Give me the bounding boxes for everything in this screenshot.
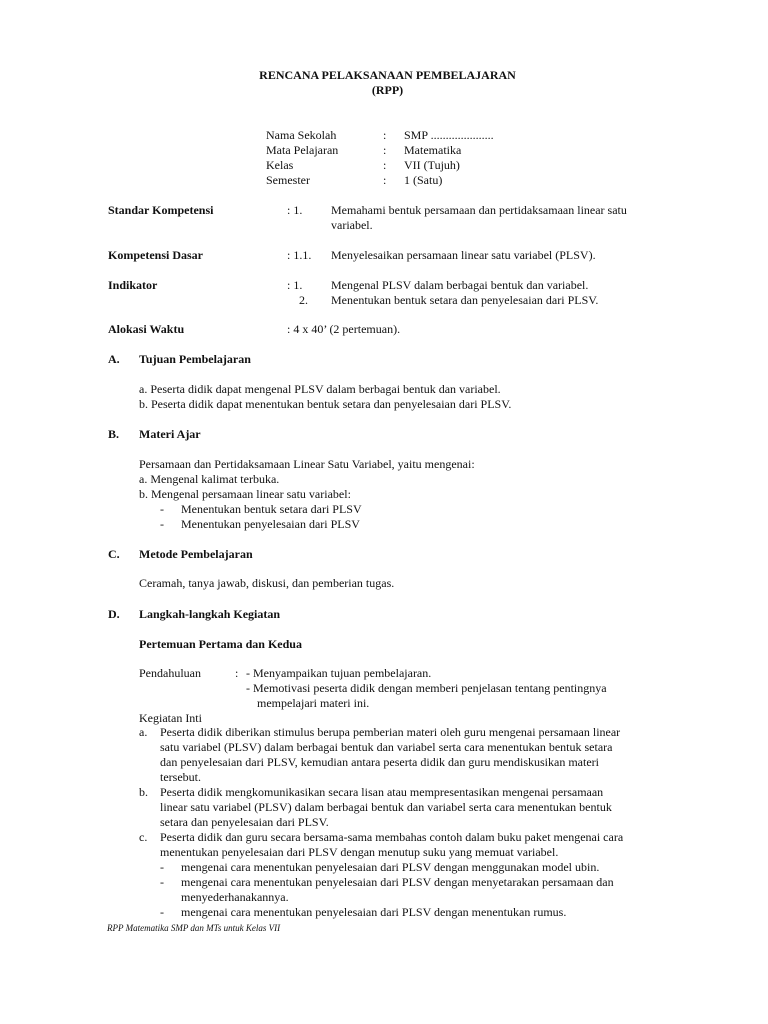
list-item: menyederhanakannya.: [181, 890, 289, 904]
pendahuluan-separator: :: [235, 666, 239, 680]
kompetensi-dasar-number: : 1.1.: [287, 248, 312, 262]
standar-kompetensi-number: : 1.: [287, 203, 303, 217]
pendahuluan-label: Pendahuluan: [139, 666, 201, 680]
materi-intro: Persamaan dan Pertidaksamaan Linear Satu Variabel, yaitu mengenai:: [139, 457, 475, 471]
indikator-number: 2.: [299, 293, 308, 307]
section-c-heading: Metode Pembelajaran: [139, 547, 253, 561]
paragraph-line: Peserta didik dan guru secara bersama-sama membahas contoh dalam buku paket mengenai cara: [160, 830, 624, 844]
paragraph-line: Peserta didik mengkomunikasikan secara lisan atau mempresentasikan mengenai persamaan: [160, 785, 604, 799]
identity-label: Semester: [266, 173, 310, 187]
paragraph-line: Peserta didik diberikan stimulus berupa pemberian materi oleh guru mengenai persamaan linear: [160, 725, 621, 739]
paragraph-line: dan penyelesaian dari PLSV, kemudian antara peserta didik dan guru mendiskusikan materi: [160, 755, 599, 769]
identity-separator: :: [383, 143, 387, 157]
document-subtitle: (RPP): [371, 83, 404, 97]
standar-kompetensi-text: variabel.: [331, 218, 373, 232]
paragraph-line: tersebut.: [160, 770, 201, 784]
identity-value: Matematika: [404, 143, 462, 157]
identity-value: VII (Tujuh): [404, 158, 460, 172]
paragraph-line: menentukan penyelesaian dari PLSV dengan menutup suku yang memuat variabel.: [160, 845, 559, 859]
indikator-label: Indikator: [108, 278, 158, 292]
standar-kompetensi-text: Memahami bentuk persamaan dan pertidaksamaan linear satu: [331, 203, 627, 217]
paragraph-line: satu variabel (PLSV) dalam berbagai bentuk dan variabel serta cara menentukan bentuk setara: [160, 740, 613, 754]
list-item: - Memotivasi peserta didik dengan memberi penjelasan tentang pentingnya: [246, 681, 607, 695]
page-footer: RPP Matematika SMP dan MTs untuk Kelas VII: [107, 923, 281, 933]
metode-text: Ceramah, tanya jawab, diskusi, dan pemberian tugas.: [139, 576, 395, 590]
document-title: RENCANA PELAKSANAAN PEMBELAJARAN: [259, 68, 516, 82]
kompetensi-dasar-label: Kompetensi Dasar: [108, 248, 203, 262]
list-item: Menentukan penyelesaian dari PLSV: [181, 517, 360, 531]
list-item: mengenai cara menentukan penyelesaian dari PLSV dengan menggunakan model ubin.: [181, 860, 600, 874]
section-d-heading: Langkah-langkah Kegiatan: [139, 607, 281, 621]
section-b-letter: B.: [108, 427, 120, 441]
paragraph-line: linear satu variabel (PLSV) dalam berbagai bentuk dan variabel serta cara menentukan bentuk: [160, 800, 612, 814]
section-a-heading: Tujuan Pembelajaran: [139, 352, 251, 366]
alokasi-waktu-label: Alokasi Waktu: [108, 322, 185, 336]
list-item: b. Mengenal persamaan linear satu variabel:: [139, 487, 351, 501]
list-dash: -: [160, 905, 164, 919]
list-item: mempelajari materi ini.: [257, 696, 370, 710]
list-letter: a.: [139, 725, 148, 739]
indikator-text: Menentukan bentuk setara dan penyelesaian dari PLSV.: [331, 293, 599, 307]
list-dash: -: [160, 517, 164, 531]
section-b-heading: Materi Ajar: [139, 427, 201, 441]
list-dash: -: [160, 502, 164, 516]
list-item: b. Peserta didik dapat menentukan bentuk setara dan penyelesaian dari PLSV.: [139, 397, 512, 411]
list-item: a. Peserta didik dapat mengenal PLSV dalam berbagai bentuk dan variabel.: [139, 382, 501, 396]
identity-label: Mata Pelajaran: [266, 143, 339, 157]
list-dash: -: [160, 860, 164, 874]
standar-kompetensi-label: Standar Kompetensi: [108, 203, 214, 217]
identity-label: Kelas: [266, 158, 294, 172]
list-item: - Menyampaikan tujuan pembelajaran.: [246, 666, 432, 680]
list-letter: b.: [139, 785, 148, 799]
list-item: mengenai cara menentukan penyelesaian dari PLSV dengan menyetarakan persamaan dan: [181, 875, 614, 889]
identity-separator: :: [383, 128, 387, 142]
list-letter: c.: [139, 830, 148, 844]
section-d-letter: D.: [108, 607, 120, 621]
identity-value: SMP .....................: [404, 128, 494, 142]
indikator-number: : 1.: [287, 278, 303, 292]
kompetensi-dasar-text: Menyelesaikan persamaan linear satu variabel (PLSV).: [331, 248, 596, 262]
list-dash: -: [160, 875, 164, 889]
list-item: Menentukan bentuk setara dari PLSV: [181, 502, 362, 516]
pertemuan-heading: Pertemuan Pertama dan Kedua: [139, 637, 302, 651]
identity-value: 1 (Satu): [404, 173, 443, 187]
paragraph-line: setara dan penyelesaian dari PLSV.: [160, 815, 329, 829]
indikator-text: Mengenal PLSV dalam berbagai bentuk dan variabel.: [331, 278, 589, 292]
list-item: mengenai cara menentukan penyelesaian dari PLSV dengan menentukan rumus.: [181, 905, 567, 919]
section-a-letter: A.: [108, 352, 120, 366]
identity-label: Nama Sekolah: [266, 128, 337, 142]
list-item: a. Mengenal kalimat terbuka.: [139, 472, 280, 486]
alokasi-waktu-text: : 4 x 40’ (2 pertemuan).: [287, 322, 401, 336]
identity-separator: :: [383, 158, 387, 172]
identity-separator: :: [383, 173, 387, 187]
kegiatan-inti-label: Kegiatan Inti: [139, 711, 202, 725]
section-c-letter: C.: [108, 547, 120, 561]
